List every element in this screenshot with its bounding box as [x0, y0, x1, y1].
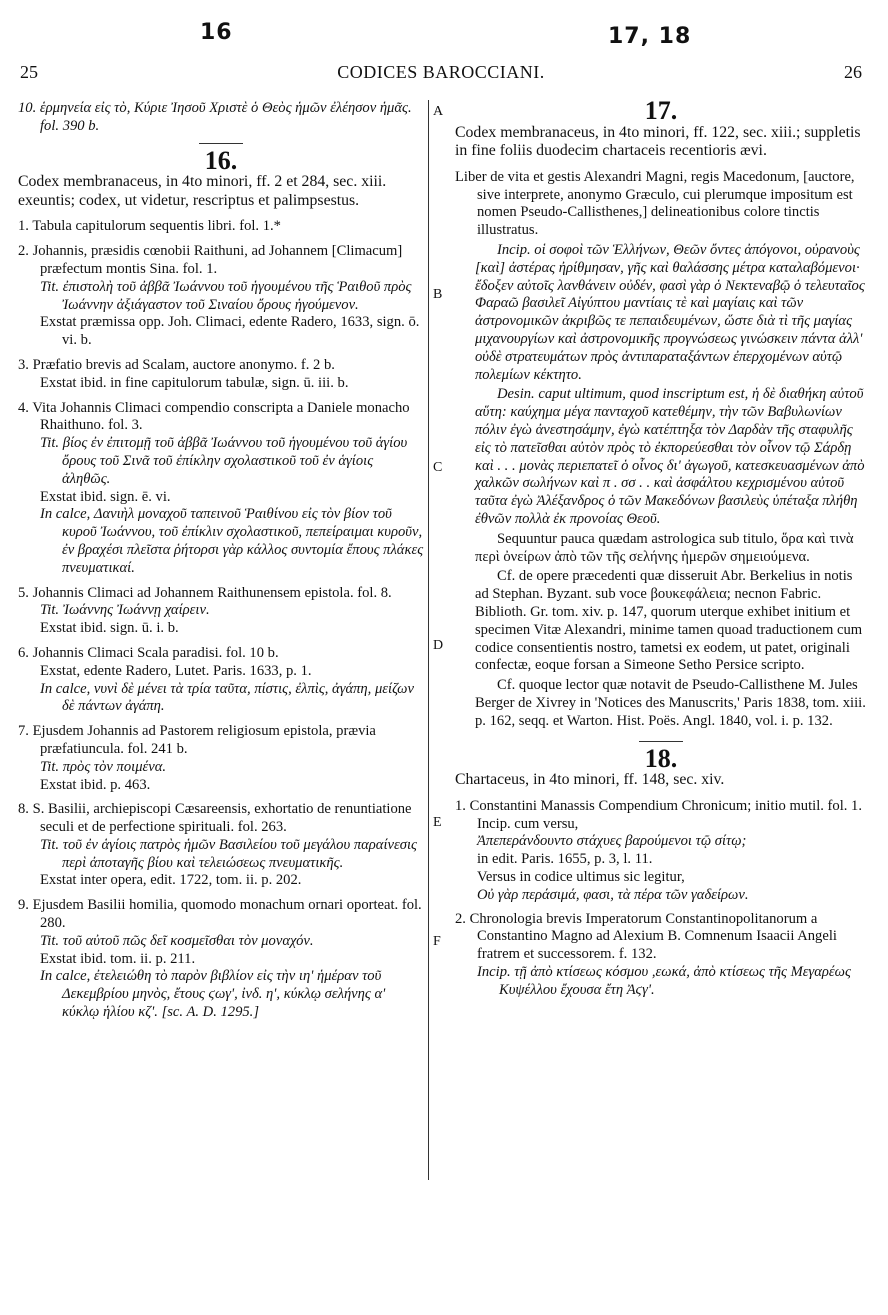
entry-18-1-last-verse: Οὐ γὰρ περάσιμά, φασι, τὰ πέρα τῶν γαδείρων.: [477, 886, 749, 903]
entry-18-2: [455, 911, 867, 1000]
entry-9: [18, 897, 424, 1022]
page-header: [20, 62, 862, 86]
entry-1: 1. Tabula capitulorum sequentis libri. fol. 1.*: [18, 218, 281, 235]
entry-7-tit: Tit. πρὸς τὸν ποιμένα.: [40, 758, 167, 775]
cf-note-1: Cf. de opere præcedenti quæ disseruit Abr. Berkelius in notis ad Stephan. Byzant. sub voce βουκεφάλεια; necnon Fabric. Biblioth. Gr. tom. xiv. p. 147, quorum uterque exhibet initium et specimen Vitæ Alexandri, minime tamen quoad traductionem cum codice consentientis nostro, tametsi ex eodem, ut patet, originali confectæ, eoque forsan a Simeone Setho Persice scripto.: [475, 568, 863, 674]
section-rule: [199, 143, 243, 144]
entry-8-tit: Tit. τοῦ ἐν ἁγίοις πατρὸς ἡμῶν Βασιλείου τοῦ μεγάλου παραίνεσις περὶ ἀποταγῆς βίου καὶ τελειώσεως πνευματικῆς.: [40, 836, 417, 871]
entry-8-exstat: Exstat inter opera, edit. 1722, tom. ii. p. 202.: [40, 872, 302, 889]
entry-18-1: [455, 798, 867, 905]
entry-9-title: 9. Ejusdem Basilii homilia, quomodo monachum ornari oporteat. fol. 280.: [18, 897, 422, 932]
entry-18-1-versus: Versus in codice ultimus sic legitur,: [477, 868, 685, 885]
codex-number-18: 18.: [644, 743, 678, 773]
margin-marker-f: F: [433, 934, 441, 949]
entry-4-exstat: Exstat ibid. sign. ē. vi.: [40, 488, 171, 505]
entry-2-tit: Tit. ἐπιστολὴ τοῦ ἀββᾶ Ἰωάννου τοῦ ἡγουμένου τῆς Ῥαιθοῦ πρὸς Ἰωάννην ἀξιάγαστον τοῦ Σιναίου ὄρους ἡγούμενον.: [40, 278, 412, 313]
entry-5-exstat: Exstat ibid. sign. ū. i. b.: [40, 620, 179, 637]
entry-4-title: 4. Vita Johannis Climaci compendio conscripta a Daniele monacho Rhaithuno. fol. 3.: [18, 399, 410, 434]
entry-18-1-verse: Ἀπεπεράνδουντο στάχυες βαρούμενοι τῷ σίτῳ;: [477, 833, 747, 850]
codex-17-notes: [455, 242, 867, 731]
handwritten-folio-right: 17, 18: [608, 24, 692, 49]
codex-18-description: Chartaceus, in 4to minori, ff. 148, sec. xiv.: [455, 771, 725, 789]
entry-4: [18, 400, 424, 578]
margin-marker-a: A: [433, 104, 444, 119]
entry-18-1-edition: in edit. Paris. 1655, p. 3, l. 11.: [477, 851, 653, 868]
entry-9-calce: In calce, ἐτελειώθη τὸ παρὸν βιβλίον εἰς τὴν ιη' ἡμέραν τοῦ Δεκεμβρίου μηνὸς, ἔτους ϛωγ', ἰνδ. η', κύκλῳ σελήνης α' κύκλῳ ἡλίου κζ'. [sc. A. D. 1295.]: [40, 968, 386, 1021]
entry-7-exstat: Exstat ibid. p. 463.: [40, 776, 151, 793]
entry-3-title: 3. Præfatio brevis ad Scalam, auctore anonymo. f. 2 b.: [18, 356, 335, 373]
margin-marker-c: C: [433, 460, 443, 475]
codex-number-17: 17.: [644, 96, 678, 125]
codex-number-16: 16.: [204, 145, 238, 175]
entry-7-title: 7. Ejusdem Johannis ad Pastorem religiosum epistola, prævia præfatiuncula. fol. 241 b.: [18, 723, 376, 757]
entry-8-title: 8. S. Basilii, archiepiscopi Cæsareensis, exhortatio de renuntiatione seculi et de perfectione spirituali. fol. 263.: [18, 801, 412, 836]
entry-4-tit: Tit. βίος ἐν ἐπιτομῇ τοῦ ἀββᾶ Ἰωάννου τοῦ ἡγουμένου τοῦ ἁγίου ὄρους τοῦ Σινᾶ τοῦ ἐπίκλην σχολαστικοῦ τοῦ ἐν ἁγίοις ἀληθῶς.: [40, 435, 408, 487]
entry-8: [18, 801, 424, 890]
left-column: [18, 100, 424, 1022]
codex-16-description: Codex membranaceus, in 4to minori, ff. 2 et 284, sec. xiii. exeuntis; codex, ut videtur, rescriptus et palimpsestus.: [18, 173, 387, 209]
margin-marker-b: B: [433, 287, 443, 302]
liber-description: Liber de vita et gestis Alexandri Magni, regis Macedonum, [auctore, sive interprete, anonymo Græculo, cui plerumque impositum est nomen Pseudo-Callisthenes,] delineationibus colore tinctis illustratus.: [455, 168, 855, 239]
page-number-left: 25: [20, 62, 38, 82]
running-title: CODICES BAROCCIANI.: [337, 62, 545, 82]
entry-9-exstat: Exstat ibid. tom. ii. p. 211.: [40, 950, 196, 967]
entry-3: [18, 357, 424, 393]
sequuntur-text: Sequuntur pauca quædam astrologica sub titulo, ὅρα καὶ τινὰ περὶ ὀνείρων ἀπὸ τῶν τῆς σελήνης ἡμερῶν σημειούμενα.: [475, 530, 854, 565]
entry-5: [18, 585, 424, 638]
entry-18-2-incip: Incip. τῇ ἀπὸ κτίσεως κόσμου ,εωκά, ἀπὸ κτίσεως τῆς Μεγαρέως Κυψέλλου ἔχουσα ἔτη Ἀϛγ'.: [477, 963, 851, 998]
entry-9-tit: Tit. τοῦ αὐτοῦ πῶς δεῖ κοσμεῖσθαι τὸν μοναχόν.: [40, 932, 314, 949]
entry-5-tit: Tit. Ἰωάννης Ἰωάννῃ χαίρειν.: [40, 602, 210, 619]
handwritten-folio-left: 16: [200, 20, 233, 45]
desinit-text: Desin. caput ultimum, quod inscriptum est, ἡ δὲ διαθήκη αὐτοῦ αὕτη: καύχημα μέγα πανταχοῦ κατεθέμην, τὴν τῶν Βαβυλωνίων πόλιν ἐγὼ ἀνεστησάμην, ἐγὼ κατέπτηξα τὸν Δαρδὰν τῆς σταφυλῆς εἰς τὸ πατεῖσθαι αὐτὸν πρὸς τὸ ἐκπορεύεσθαι τὸν οἶνον τῷ Σάρδῃ καὶ . . . μονὰς περιεπατεῖ ὁ οἶνος δι' ἀγωγοῦ, κατεσκευασμένων ἀπὸ χαλκῶν σωλήνων καὶ π . σσ . . καὶ ἀσφάλτου κεχρισμένου αὐτοῦ ταῦτα ἐγὼ Ἀλέξανδρος ὁ τῶν Μακεδόνων βασιλεὺς ὑπέταξα πλήθη ἐθνῶν πολλὰ ἐκ προνοίας Θεοῦ.: [475, 386, 865, 527]
right-column: [455, 96, 867, 1000]
margin-marker-e: E: [433, 815, 442, 830]
entry-6-title: 6. Johannis Climaci Scala paradisi. fol. 10 b.: [18, 644, 279, 661]
page-number-right: 26: [844, 62, 862, 82]
column-divider: [428, 100, 429, 1180]
margin-marker-d: D: [433, 638, 444, 653]
entry-3-exstat: Exstat ibid. in fine capitulorum tabulæ, sign. ū. iii. b.: [40, 374, 349, 391]
entry-6: [18, 645, 424, 716]
cf-note-2: Cf. quoque lector quæ notavit de Pseudo-Callisthene M. Jules Berger de Xivrey in 'Notices des Manuscrits,' Paris 1838, tom. xiii. p. 162, seqq. et Warton. Hist. Poës. Angl. 1840, vol. i. p. 132.: [475, 677, 866, 729]
incipit-text: Incip. οἱ σοφοὶ τῶν Ἑλλήνων, Θεῶν ὄντες ἀπόγονοι, οὐρανοὺς [καὶ] ἀστέρας ἠρίθμησαν, γῆς καὶ θαλάσσης μέτρα καταλαβόμενοι· ἔδοξεν αὐτοῖς λανθάνειν οὐδέν, φασὶ γὰρ ὁ Νεκτεναβῷ ὁ τελευταῖος Φαραῶ βασιλεῖ Αἰγύπτου μαντίαις τὲ καὶ μαγίαις καὶ τῶν ἀστρονομικῶν ἀκριβῶς τε πεπαιδευμένων, ὥστε διὰ τὶ τῆς μαγίας μιχανουργίων καὶ ἀστρονομικῆς προγνώσεως γινώσκειν πάντα ἀλλ' οὐδὲ στρατευμάτων πρὸς ἀντιπαραταξάντων ἐπερχομένων αὐτῷ πολεμίων κέκτητο.: [475, 241, 865, 383]
entry-2-exstat: Exstat præmissa opp. Joh. Climaci, edente Radero, 1633, sign. ō. vi. b.: [40, 314, 420, 349]
item-10: 10. ἑρμηνεία εἰς τὸ, Κύριε Ἰησοῦ Χριστὲ ὁ Θεὸς ἡμῶν ἐλέησον ἡμᾶς. fol. 390 b.: [18, 100, 412, 134]
entry-2: [18, 243, 424, 350]
entry-18-1-title: 1. Constantini Manassis Compendium Chronicum; initio mutil. fol. 1.: [455, 797, 863, 814]
codex-17-description: Codex membranaceus, in 4to minori, ff. 122, sec. xiii.; suppletis in fine foliis duodecim chartaceis recentioris ævi.: [455, 123, 861, 160]
section-rule: [639, 741, 683, 742]
entry-18-1-incip: Incip. cum versu,: [477, 815, 579, 832]
entry-7: [18, 723, 424, 794]
entry-4-calce: In calce, Δανιὴλ μοναχοῦ ταπεινοῦ Ῥαιθίνου εἰς τὸν βίον τοῦ κυροῦ Ἰωάννου, τοῦ ἐπίκλιν σχολαστικοῦ, πεπείραιμαι κυροῦν, ἐν βραχέσι πλεῖστα ῥήτορσι γὰρ κάλλος συντομία ἔπους πλάκες πνευματικαί.: [40, 506, 424, 576]
entry-2-title: 2. Johannis, præsidis cœnobii Raithuni, ad Johannem [Climacum] præfectum montis Sina. fol. 1.: [18, 243, 403, 277]
entry-6-exstat: Exstat, edente Radero, Lutet. Paris. 1633, p. 1.: [40, 662, 312, 679]
entry-6-calce: In calce, νυνὶ δὲ μένει τὰ τρία ταῦτα, πίστις, ἐλπὶς, ἀγάπη, μείζων δὲ πάντων ἀγάπη.: [40, 680, 414, 715]
entry-18-2-title: 2. Chronologia brevis Imperatorum Constantinopolitanorum a Constantino Magno ad Alexium B. Comnenum Isaacii Angeli fratrem et successorem. f. 132.: [455, 910, 837, 963]
entry-5-title: 5. Johannis Climaci ad Johannem Raithunensem epistola. fol. 8.: [18, 584, 392, 601]
